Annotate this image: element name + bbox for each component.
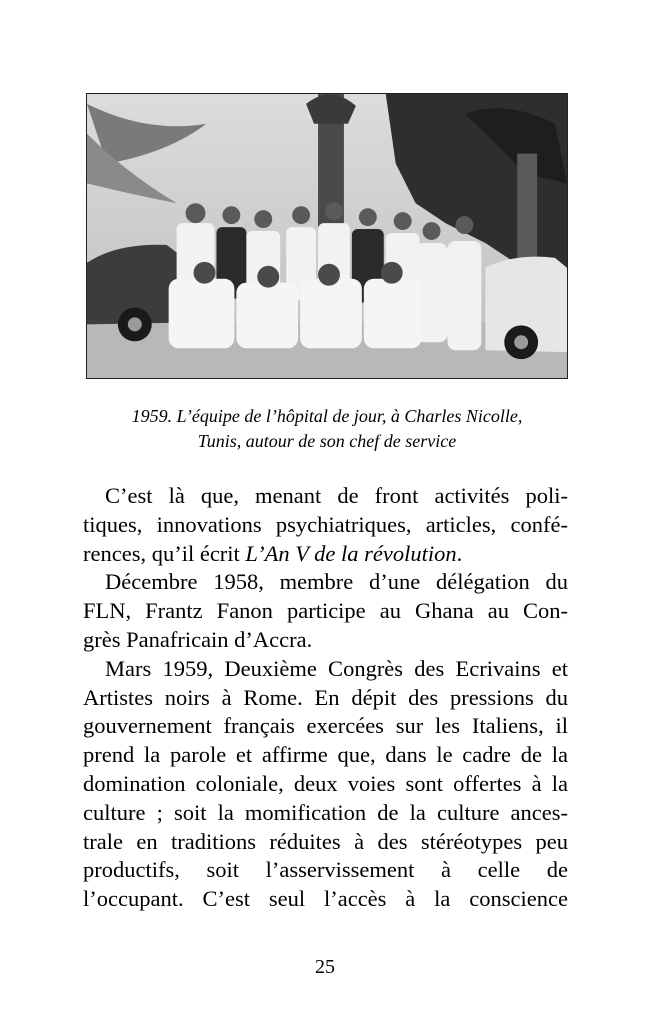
text-line: trale en traditions réduites à des stéréotypes peu: [83, 828, 568, 854]
text-line: Artistes noirs à Rome. En dépit des pressions du: [83, 684, 568, 710]
text-line: productifs, soit l’asservissement à celle de: [83, 857, 568, 883]
caption-line: 1959. L’équipe de l’hôpital de jour, à Charles Nicolle,: [131, 406, 523, 426]
text-line: l’occupant. C’est seul l’accès à la conscience: [83, 886, 568, 912]
text-line: FLN, Frantz Fanon participe au Ghana au Con-: [83, 598, 568, 624]
group-photo: [86, 93, 568, 379]
text-line: C’est là que, menant de front activités poli-: [105, 483, 568, 508]
body-text: [83, 482, 568, 914]
text-line: tiques, innovations psychiatriques, articles, confé-: [83, 511, 568, 537]
text-line: Décembre 1958, membre d’une délégation du: [105, 569, 568, 595]
text-line: culture ; soit la momification de la culture ances-: [83, 799, 568, 825]
text-line: domination coloniale, deux voies sont offertes à la: [83, 770, 568, 796]
text-line: prend la parole et affirme que, dans le cadre de la: [83, 742, 568, 768]
text-line: Mars 1959, Deuxième Congrès des Ecrivains et: [105, 655, 568, 681]
page-number: 25: [315, 956, 335, 978]
text-line: grès Panafricain d’Accra.: [83, 626, 313, 652]
photo-caption: [86, 404, 568, 454]
text-line: [83, 540, 568, 569]
text-fragment: .: [456, 540, 463, 566]
group-photo-illustration: [87, 94, 567, 378]
text-fragment: rences, qu’il écrit: [83, 540, 246, 566]
text-line: gouvernement français exercées sur les Italiens, il: [83, 713, 568, 739]
book-title: L’An V de la révolution: [245, 540, 457, 566]
caption-line: Tunis, autour de son chef de service: [197, 431, 457, 451]
